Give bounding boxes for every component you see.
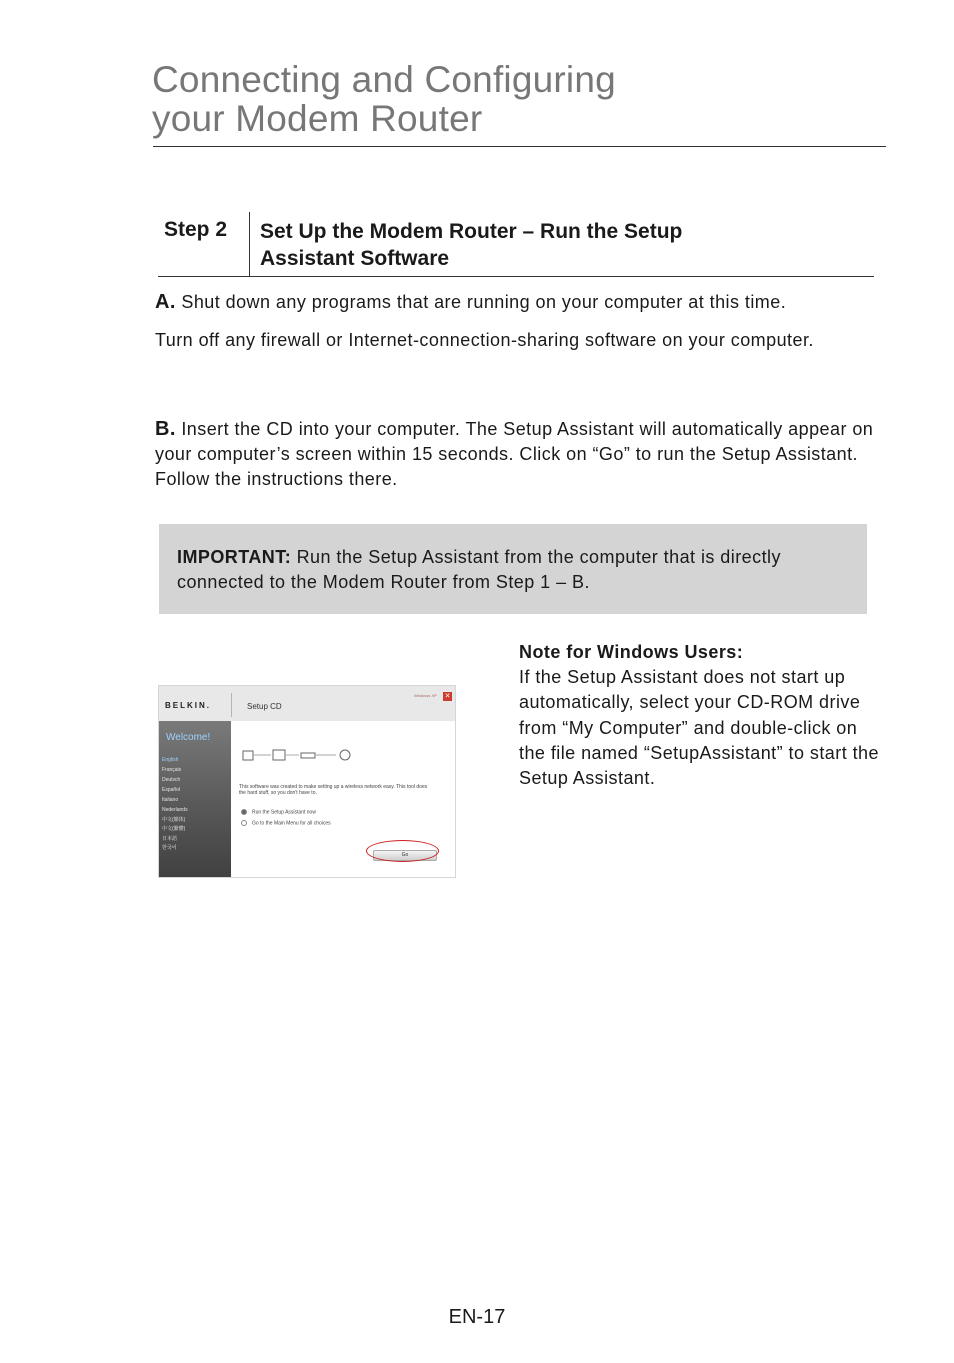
screenshot-header-divider: [231, 693, 232, 717]
page-title-line-1: Connecting and Configuring: [152, 59, 616, 100]
radio-selected-icon: [241, 809, 247, 815]
step-title-line-1: Set Up the Modem Router – Run the Setup: [260, 220, 683, 243]
go-button-highlight-ring: [366, 840, 439, 862]
title-divider: [153, 146, 886, 147]
screenshot-sidebar: [159, 721, 231, 878]
section-b-lead: B.: [155, 418, 176, 440]
section-a-text: Shut down any programs that are running on your computer at this time.: [175, 292, 787, 312]
step-label: Step 2: [164, 218, 228, 241]
close-icon: ✕: [444, 693, 451, 700]
language-item: 中文(繁體): [162, 826, 186, 832]
language-item: English: [162, 757, 179, 763]
language-item: Nederlands: [162, 807, 188, 813]
note-heading: Note for Windows Users:: [519, 642, 744, 662]
step-header-rule: [158, 276, 874, 277]
screenshot-window-label: Windows XP: [414, 693, 437, 698]
step-title-line-2: Assistant Software: [260, 247, 450, 270]
language-item: 日本語: [162, 836, 178, 842]
important-text: Run the Setup Assistant from the computer that is directly connected to the Modem Router from Step 1 – B.: [177, 547, 781, 592]
belkin-logo: BELKIN.: [165, 701, 211, 710]
language-item: Italiano: [162, 797, 179, 803]
important-label: IMPORTANT:: [177, 547, 292, 567]
section-a-firewall-paragraph: Turn off any firewall or Internet-connection-sharing software on your computer.: [155, 330, 814, 350]
windows-users-note: [519, 640, 889, 791]
step-title: [260, 218, 682, 272]
language-item: 한국어: [162, 845, 177, 851]
screenshot-header-title: Setup CD: [247, 702, 282, 711]
welcome-heading: Welcome!: [166, 732, 211, 743]
run-assistant-option-label: Run the Setup Assistant now: [252, 809, 316, 816]
radio-unselected-icon: [241, 820, 247, 826]
screenshot-header: [159, 686, 456, 721]
main-menu-option-label: Go to the Main Menu for all choices: [252, 820, 331, 827]
step-divider: [249, 212, 250, 276]
main-menu-option: [241, 820, 331, 826]
language-item: Français: [162, 767, 182, 773]
network-diagram-icon: [241, 745, 361, 765]
section-b-paragraph: [155, 417, 875, 492]
screenshot-body-line-1: This software was created to make setting up a wireless network easy. This tool does: [239, 784, 428, 790]
screenshot-go-button: Go: [373, 850, 437, 861]
language-item: 中文(簡体): [162, 817, 186, 823]
run-assistant-option: [241, 809, 316, 815]
section-b-text: Insert the CD into your computer. The Setup Assistant will automatically appear on your computer’s screen within 15 seconds. Click on “Go” to run the Setup Assistant. Follow the instructions there.: [155, 419, 874, 489]
page-number: EN-17: [448, 1306, 506, 1328]
important-text-block: [177, 545, 857, 595]
page-title-line-2: your Modem Router: [152, 98, 483, 139]
section-a-paragraph: [155, 290, 875, 315]
screenshot-body-line-2: the hard stuff, so you don't have to.: [239, 790, 317, 796]
language-item: Español: [162, 787, 181, 793]
page-title: [152, 60, 616, 138]
screenshot-body-text: [239, 784, 449, 796]
language-item: Deutsch: [162, 777, 181, 783]
section-a-lead: A.: [155, 291, 176, 313]
important-callout: [159, 524, 867, 614]
note-text: If the Setup Assistant does not start up automatically, select your CD-ROM drive from “My Computer” and double-click on the file named “SetupAssistant” to start the Setup Assistant.: [519, 667, 879, 789]
